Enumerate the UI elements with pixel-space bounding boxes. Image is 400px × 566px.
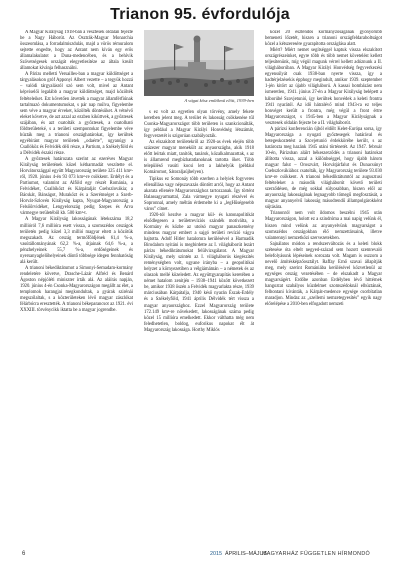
paragraph: Tipikus ez Somonáy több ezerben a helyiek fogyveres ellenállása vagy népszavazás döntött arról, hogy az Antant akarata ellenére Magyarországhoz tartozzanak. Így történt Balassagyarmattal, Zala vármegye nyugati részével és Sopronnal, amely méltán érdemelte ki a „legHűségesebb város” címet. xyxy=(144,176,254,212)
left-column xyxy=(20,30,133,534)
paragraph: 1920-tól kezdve a magyar kül- és katonapolitikát elsődlegesen a területrevíziós szándék motiválta, a Kormány és közbe az utolsó magyar panaszkemény mindens magyar embert a sajgó területi revízió vágya hajtotta. Adolf Hitler hatalomra kerülésével a Harmadik Birodalom nyitáni is megbirdette az I. világháborút lezárt párizs békediktátumokat felülvizsgálatot. A Magyar Királyság, mely szintén az I. világháborús kiegészítés reménységben volt, ugyane irányba – a geopolitikai helyzet a környezetiben a vélgiámámán – a németek és az olaszok mellé közeledett. Az együttgyarapítás keretében a német hatalom zenitjén – 1938–1941 között következett be, amikor 1938 őszén a Felvidék magyarlakta része, 1939 márciusában Kárpátalja, 1940 késő nyarán Észak-Erdély és a Székelyföld, 1941 április Délvidék tért vissza a magyar anyaországhoz. Ezzel Magyarország területe 172.149 km²-re növekedett, lakosságának száma pedig közel 15 millióra emelkedett. Ekkor válthatta még nem feledhetetlen, boldog, euforikus napokat élt át Magyarország lakossága. Horthy Miklós xyxy=(144,212,254,333)
middle-column xyxy=(144,30,254,534)
paragraph: Trianonról nem volt ildomos beszélni 1945 után Magyarországon, holott ez a szindróma a mai napig velünk él, hiszen mind velünk az anyanyelvünk magyarságot a szomszédos országokban élő nemzettársaink, illetve valamennyi nemzetközi szervezetekben. xyxy=(265,211,382,241)
paragraph: A trianoni békediktátumot a Simonyi-Semadam-kormány rendeletére követve, Drasche-Lázár Alfréd és Benárd Ágoston népjóléti miniszter írták alá. Az aláírás napján, 1920. június 4-én Csonka-Magyarországon megállt az élet, a templomok harangjai megkondultak, a gyárak szirénái megszólaltak, s a közterületeken lévő magyar zászlókat félárbócra eresztették. A trianoni békeparancsot az 1921. évi XXXIII. törvénycikk iktatta be a magyar jogrendbe. xyxy=(20,265,133,314)
paragraph: Az elszakított területekről az 1920-as évek elején több százezer magyar menekült az anyaországba, akik 1918 előtt leírtak miatt, tanítók, tanárok, közalkalmazottak, s az is államrend megbízhatatlanoknak tartotta őket. Több településő vasúti kocsi lett a lakhelyük (például Komáromot, Sátoraljaújhelyen). xyxy=(144,140,254,176)
paragraph: A Magyar Királyság 1918-ban a vesztesek oldalán fejezte be a Nagy Háborút. Az Osztrák-Magyar Monarchia összeomlása, a forradalmiszdulás, majd a vörös rémuralom sejtette engedte, hogy az Antant nem kíván egy erős államalakulatot a Duna-medencében, és a behívik Szövetségesek országát elegyetlesítéze az általa kreált államokat kívánja felhasználni. xyxy=(20,30,133,72)
issue-year: 2015 xyxy=(210,551,222,557)
paragraph: A párizsi konferencián újból eldőlt Kelet-Európa sorsa, így Magyarországa a nyugati győztesegek határával és betegeskoztetést a Szovjetunió érdekkörébe került, s az határozta meg hazánk 1945 utáni történetét. Az 1947. február 10-én, Párizsban aláírt békeszerződés a trianoni határokat állította vissza, azzal a különbséggel, hogy újabb három magyar falut – Oroszvárt, Horvátjárfalut és Dunacsúnyt Csehszlovákiához csatolták, így Magyarország területe 93.030 km²-re csökkent. A trianoni békediktátumtól az augusztusi feltételeket a második világháborút követő területi szerződésen, de még sokkal súlyosabban, hiszen elől az anyaország lakosságának legnagyobb tömegű megfosztását, a magyar anyanyelvű lakosság másodrendű állampolgárokként sújtására. xyxy=(265,126,382,211)
paragraph: A győztesek határozata szerint az ezeréves Magyar Királyság területének közel kétharmadát veszítette el. Horvátországgal együtt Magyarország területe 325 411 km²-ről, 1920. június 4-én 93 073 km²-re csökkent. Erdélyt és a Partiumot, valamint az Alföld egy részét Románia, a Felvidéket, Csallóközt és Kárpátalját Csehszlovákia; a Bácskát, Bánságot, Muraközt és a Szerémséget a Szerb-Horvát-Szlovén Királyság kapta, Nyugat-Magyarország a Felsőőrvidéket, Lengyelország pedig Szepes és Árva vármegye területéből kb. 500 km²-t. xyxy=(20,156,133,217)
paragraph: A Magyar Királyság lakosságának létekszáma 18,2 millióról 7,6 millióra esett vissza, a szomszédos országok területén pedig közel 3,3 millió magyar eltett a közötük megszakadt. Az ország termőföldjének 61,4 %-a, vasútállományának 62,2 %-a, útjainak 64,6 %-a, a pénzhelyeinek 55,7 %-a, erdőségeinek és nyersanyaglelőhelyeinek döntő többsége idegen fennhatóság alá került. xyxy=(20,217,133,265)
photo-caption: A vágat kősz emlékmű előtt, 1939-ben xyxy=(184,98,254,103)
paragraph: A Párizs melletti Versailles-ban a magyar küldöttséget a tárgyalásokon gróf Apponyi Albert vezette – a tegyük hozzá – valódi tárgyalásról szó sem volt, mivel az Antant képviselői legalább a magyar küldöttséget, majd közölték feltételeiket. Ezt követően átvették a magyar államférfiúnak tartalmazó dokumentumokat, s pár nap múlva, figyelembe sem véve a magyar érveket, közölték döntésüket. A vétsévő eleket követve, de azt azzal az ezzben kiküttvek, a győztesek szájában, és azt csatolták a győztesek, a csatolható földterületeké, s a területi szempontokat figyelembe véve húzták meg a trianoni országhatárokat, így kerültek egyébiránt magyar területek „odaérte”, ugyanúgy a Csallóköz és Felvidék déli része, a Partium, a Székelyföld és a Délvidék északi része. xyxy=(20,72,133,156)
middle-column-text xyxy=(144,110,254,334)
paragraph: Sajnálatos módon a rendszerváltozás és a keleti blokk szétesése óta eltelt negyed-század sem hozott szemrevaló belefolyásunk lépéseinek sorozata volt. Magam is oszzom a nevelő ámítésképzőosztályt. Raffay Ernő szavai állapítják meg, mely szerint Romániába kerülésével közvetlenül az egységes ország vezetésében – de elszakadt a Magyar magyarságért. Erdőbe azonban Erdélyben lévő hittérnek hangoztat szabályos küzdelmet szomszédoknál elhúztának, felbontani kívánták, a Kárpát-medence egysége csorbítatlan maradjon. Mindaz az „szellemi nemzetegyesítés” egyik nagy előrelépése a 2010-ben elfogadott nemzeti xyxy=(265,241,382,308)
paragraph: s ez volt az egyetlen olyan törvény, amely fekete keretben jelent meg. A terület és lakosság csökkenése tűl Csonka-Magyarországot több területen is szankcionálták, így például a Magyar Királyi Honvédség létszámát, fegyverzetét is szigorúan szabályozták. xyxy=(144,110,254,140)
issue-months: ÁPRILIS–MÁJUS xyxy=(225,551,267,557)
page-title: Trianon 95. évfordulója xyxy=(110,6,290,23)
page-number: 6 xyxy=(22,551,26,557)
paragraph: Miért? Miért nemet segítséggel kaptuk vissza elszakított országrészeinket, egyre több és több nemet követelést kellett teljesítenünk, míg végül magunk vérrel kellett adóznunk a II. világháborúban. A Magyar Királyi Honvédség fegyverkezési egyensúlyát csak 1938-ban nyerte vissza, így a hadtérjelzésekis épphogy megindult, amikor 1939. szeptember 1-jén kitört az újabb világháború. A kassai bombázást nem ismeretlen, 1941. június 27-én a Magyar Királyság belépett a háborúbé Szovjetunió, így kerültek honvédek a keleti frontra 1941 nyarától. Az idő hátralévő mind 1943-ra ez teljes honvéget került a frontra, még végül a front értre Magyarországot, s 1945-ben a Magyar Királyságnak a vesztesek oldalán fejezte be a II. világháborút. xyxy=(265,48,382,126)
issue-date xyxy=(210,551,267,557)
page-footer xyxy=(0,548,400,560)
article-body xyxy=(20,30,382,536)
right-column xyxy=(265,30,382,534)
publication-name: MAGYARHÁZ FÜGGETLEN HÍRMONDÓ xyxy=(262,551,371,557)
paragraph: közel 20 esztendős kormányzóságának gyönyörűbb bemeneti lőzetét, hiszen a trianoni országfeldaraboltságot közel a kétszeresére gyarapította országlása alatt. xyxy=(265,30,382,48)
